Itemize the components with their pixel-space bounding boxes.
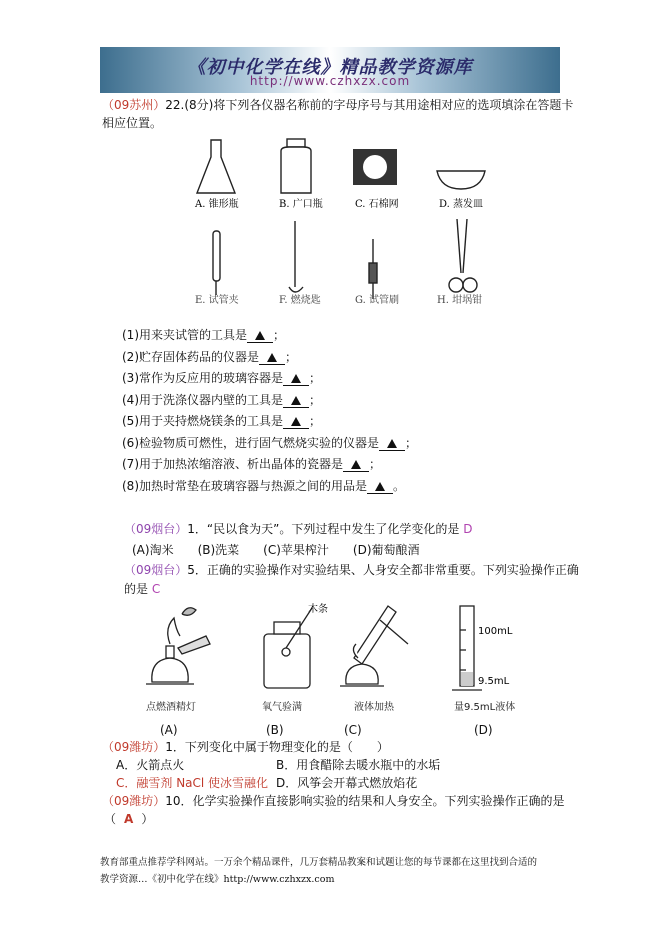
caption-e: E. 试管夹 [195,295,239,306]
footer-line1: 教育部重点推荐学科网站。一万余个精品课件，几万套精品教案和试题让您的每节课都在这里找到合适的 [100,857,538,868]
header-banner [100,47,560,93]
answer-blank[interactable] [283,394,309,408]
caption-f: F. 燃烧匙 [279,295,321,306]
q22-item: (6)检验物质可燃性，进行固气燃烧实验的仪器是 ； [122,435,418,450]
wire-gauze-icon [353,149,397,185]
wide-mouth-bottle-icon [281,139,311,193]
answer-blank[interactable] [367,480,393,494]
yantai-q5-answer: C [151,582,161,596]
q22-item: (5)用于夹持燃烧镁条的工具是 ； [122,414,322,428]
caption-b: B. 广口瓶 [279,199,323,210]
combustion-spoon-icon [289,221,303,292]
yantai-q5-stem-line1: （09烟台）5．正确的实验操作对实验结果、人身安全都非常重要。下列实验操作正确 [124,563,579,577]
caption-g: G. 试管刷 [355,295,399,306]
answer-blank[interactable] [379,437,405,451]
oxygen-check-icon [264,608,312,688]
test-tube-brush-icon [369,239,377,299]
q22-item: (2)贮存固体药品的仪器是 ； [122,349,298,364]
triangle-icon [291,396,301,405]
op-caption-d: 量9.5mL液体 [454,702,516,713]
q22-item: (4)用于洗涤仪器内壁的工具是 ； [122,392,322,407]
yantai-q5-stem-line2: 的是 C [124,582,161,596]
weifang-q1-opt-a: A．火箭点火 [116,758,185,772]
op-caption-a: 点燃酒精灯 [146,702,196,713]
op-letter-b: (B) [266,723,284,737]
yantai-q1-options: (A)淘米 (B)洗菜 (C)苹果榨汁 (D)葡萄酿酒 [132,543,420,557]
q22-item: (8)加热时常垫在玻璃容器与热源之间的用品是 。 [122,478,406,493]
op-letter-d: (D) [474,723,493,737]
banner-title: 《初中化学在线》精品教学资源库 [187,57,473,78]
cylinder-95-label: 9.5mL [478,676,510,687]
footer-line2[interactable]: 教学资源…《初中化学在线》http://www.czhxzx.com [100,874,335,885]
wood-stick-label: 木条 [308,604,328,615]
test-tube-holder-icon [213,231,220,295]
crucible-tongs-icon [449,219,477,292]
weifang-q10-answer-line: （ A ） [104,812,154,826]
triangle-icon [375,482,385,491]
weifang-q1-opt-c: C．融雪剂 NaCl 使冰雪融化 [116,776,269,790]
weifang-q1-stem: （09潍坊）1．下列变化中属于物理变化的是（ ） [102,740,389,754]
caption-h: H. 坩埚钳 [437,295,483,306]
weifang-q1-opt-d: D．风筝会开幕式燃放焰花 [276,776,418,790]
cylinder-100-label: 100mL [478,626,513,637]
instruments-figure [185,135,500,310]
answer-blank[interactable] [247,329,273,343]
triangle-icon [291,417,301,426]
q22-source: （09苏州） [102,98,166,112]
weifang-q10-answer: A [124,812,134,826]
q22-stem-line1: （09苏州）22.(8分)将下列各仪器名称前的字母序号与其用途相对应的选项填涂在答题卡 [102,98,574,112]
caption-d: D. 蒸发皿 [439,199,484,210]
triangle-icon [267,353,277,362]
alcohol-lamp-lighting-icon [146,608,210,684]
evaporating-dish-icon [437,171,485,189]
banner-url[interactable]: http://www.czhxzx.com [249,74,411,88]
q22-stem-line2: 相应位置。 [102,116,163,130]
weifang-q1-opt-b: B．用食醋除去暖水瓶中的水垢 [276,758,441,772]
caption-a: A. 锥形瓶 [195,199,239,210]
answer-blank[interactable] [283,415,309,429]
caption-c: C. 石棉网 [355,199,399,210]
triangle-icon [387,439,397,448]
op-letter-c: (C) [344,723,362,737]
conical-flask-icon [197,140,235,193]
lab-operations-figure [140,600,520,710]
q22-item: (3)常作为反应用的玻璃容器是 ； [122,371,322,385]
answer-blank[interactable] [283,372,309,386]
liquid-heating-icon [340,606,408,686]
triangle-icon [351,460,361,469]
answer-blank[interactable] [343,458,369,472]
answer-blank[interactable] [259,351,285,365]
op-caption-c: 液体加热 [354,702,394,713]
q22-item: (7)用于加热浓缩溶液、析出晶体的瓷器是 ； [122,457,382,471]
triangle-icon [255,331,265,340]
q22-items [122,326,417,498]
yantai-q1-stem: （09烟台）1．“民以食为天”。下列过程中发生了化学变化的是 D [124,522,473,536]
op-letter-a: (A) [160,723,178,737]
op-caption-b: 氧气验满 [262,702,302,713]
weifang-q10-stem: （09潍坊）10．化学实验操作直接影响实验的结果和人身安全。下列实验操作正确的是 [102,794,565,808]
yantai-q1-answer: D [463,522,473,536]
triangle-icon [291,374,301,383]
q22-item: (1)用来夹试管的工具是 ； [122,328,286,342]
